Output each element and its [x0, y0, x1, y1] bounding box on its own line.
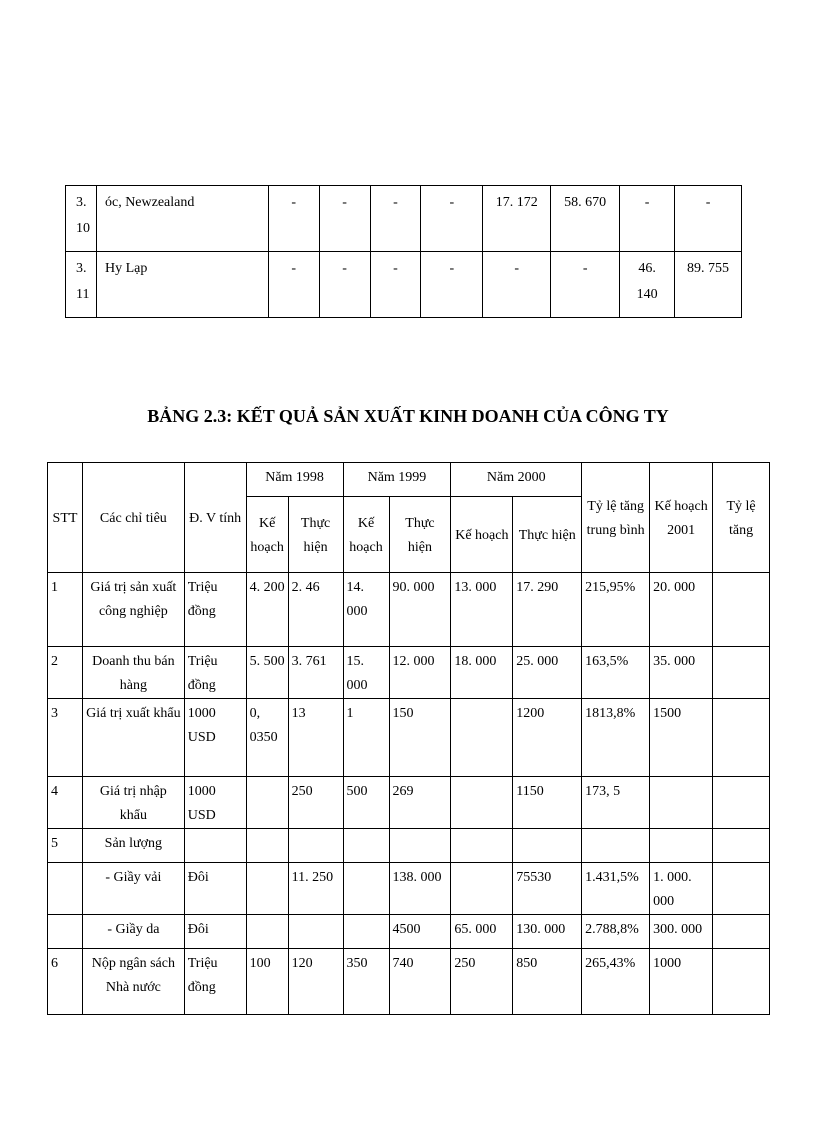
table-cell	[713, 863, 770, 915]
indicator-name: Sản lượng	[82, 829, 184, 863]
table-cell: 25. 000	[513, 647, 582, 699]
table-cell: 4500	[389, 915, 451, 949]
header-plan-2001: Kế hoạch 2001	[650, 463, 713, 573]
table-cell	[389, 829, 451, 863]
table-cell: 1813,8%	[582, 699, 650, 777]
unit-cell: Đôi	[184, 863, 246, 915]
table-cell: 500	[343, 777, 389, 829]
table-cell: 12. 000	[389, 647, 451, 699]
header-actual: Thực hiện	[389, 497, 451, 573]
table-cell: -	[675, 186, 742, 252]
table-row	[48, 863, 770, 915]
row-stt: 6	[48, 949, 83, 1015]
table-cell: 13. 000	[451, 573, 513, 647]
table-cell: 2.788,8%	[582, 915, 650, 949]
table-cell	[451, 777, 513, 829]
market-name: óc, Newzealand	[96, 186, 268, 252]
table-cell	[451, 829, 513, 863]
table-title: BẢNG 2.3: KẾT QUẢ SẢN XUẤT KINH DOANH CỦA CÔNG TY	[147, 406, 669, 426]
table-cell: 14. 000	[343, 573, 389, 647]
header-actual: Thực hiện	[288, 497, 343, 573]
table-cell	[246, 915, 288, 949]
indicator-name: - Giầy vải	[82, 863, 184, 915]
table-cell: 90. 000	[389, 573, 451, 647]
table-cell	[513, 829, 582, 863]
table-cell: 1	[343, 699, 389, 777]
table-cell: 89. 755	[675, 252, 742, 318]
table-cell: -	[551, 252, 620, 318]
table-cell: 75530	[513, 863, 582, 915]
unit-cell: 1000 USD	[184, 777, 246, 829]
table-cell: 100	[246, 949, 288, 1015]
table-cell: 35. 000	[650, 647, 713, 699]
header-avg-growth: Tỷ lệ tăng trung bình	[582, 463, 650, 573]
table-cell	[582, 829, 650, 863]
table-cell	[713, 915, 770, 949]
header-stt: STT	[48, 463, 83, 573]
indicator-name: Nộp ngân sách Nhà nước	[82, 949, 184, 1015]
table-cell	[650, 777, 713, 829]
unit-cell: 1000 USD	[184, 699, 246, 777]
table-cell: 173, 5	[582, 777, 650, 829]
table-cell: 740	[389, 949, 451, 1015]
table-cell: 20. 000	[650, 573, 713, 647]
table-cell	[246, 777, 288, 829]
table-cell: 850	[513, 949, 582, 1015]
table-row	[48, 829, 770, 863]
header-plan: Kế hoạch	[343, 497, 389, 573]
table-cell: 46. 140	[620, 252, 675, 318]
table-row	[48, 573, 770, 647]
row-stt: 1	[48, 573, 83, 647]
table-row	[48, 915, 770, 949]
table-cell	[343, 915, 389, 949]
table-cell: 138. 000	[389, 863, 451, 915]
row-stt: 5	[48, 829, 83, 863]
table-cell: -	[268, 252, 319, 318]
table-cell: 120	[288, 949, 343, 1015]
table-cell: -	[370, 186, 421, 252]
table-cell: 58. 670	[551, 186, 620, 252]
table-row	[66, 186, 742, 252]
indicator-name: Doanh thu bán hàng	[82, 647, 184, 699]
table-cell: -	[421, 252, 483, 318]
unit-cell: Triệu đồng	[184, 573, 246, 647]
table-row	[48, 949, 770, 1015]
indicator-name: Giá trị nhập khẩu	[82, 777, 184, 829]
table-cell: 13	[288, 699, 343, 777]
table-cell	[713, 573, 770, 647]
table-cell: -	[483, 252, 551, 318]
row-stt: 2	[48, 647, 83, 699]
table-cell: -	[620, 186, 675, 252]
table-cell: 17. 172	[483, 186, 551, 252]
table-cell	[451, 863, 513, 915]
table-cell: 11. 250	[288, 863, 343, 915]
header-year-1998: Năm 1998	[246, 463, 343, 497]
unit-cell: Triệu đồng	[184, 949, 246, 1015]
table-cell: -	[421, 186, 483, 252]
table-cell: 1200	[513, 699, 582, 777]
table-cell	[713, 647, 770, 699]
table-cell: 17. 290	[513, 573, 582, 647]
table-cell: 163,5%	[582, 647, 650, 699]
table-cell: 215,95%	[582, 573, 650, 647]
table-row	[48, 777, 770, 829]
table-cell	[343, 863, 389, 915]
indicator-name: - Giầy da	[82, 915, 184, 949]
table-cell	[246, 863, 288, 915]
table-cell: 250	[288, 777, 343, 829]
indicator-name: Giá trị sản xuất công nghiệp	[82, 573, 184, 647]
row-index: 3. 11	[66, 252, 97, 318]
table-cell: 0, 0350	[246, 699, 288, 777]
table-cell	[650, 829, 713, 863]
table-cell	[713, 949, 770, 1015]
table-cell: 265,43%	[582, 949, 650, 1015]
table-cell: 65. 000	[451, 915, 513, 949]
table-cell: 18. 000	[451, 647, 513, 699]
table-cell	[713, 777, 770, 829]
table-cell: -	[268, 186, 319, 252]
header-year-2000: Năm 2000	[451, 463, 582, 497]
header-unit: Đ. V tính	[184, 463, 246, 573]
row-stt: 3	[48, 699, 83, 777]
table-cell: 300. 000	[650, 915, 713, 949]
table-cell: 1.431,5%	[582, 863, 650, 915]
table-cell	[288, 915, 343, 949]
row-stt: 4	[48, 777, 83, 829]
table-cell: 130. 000	[513, 915, 582, 949]
header-actual: Thực hiện	[513, 497, 582, 573]
table-cell: 1. 000. 000	[650, 863, 713, 915]
table-cell: 1500	[650, 699, 713, 777]
business-results-table	[47, 462, 770, 1015]
unit-cell	[184, 829, 246, 863]
header-plan: Kế hoạch	[451, 497, 513, 573]
table-cell: 250	[451, 949, 513, 1015]
header-year-1999: Năm 1999	[343, 463, 451, 497]
table-cell: 5. 500	[246, 647, 288, 699]
row-stt	[48, 915, 83, 949]
unit-cell: Đôi	[184, 915, 246, 949]
export-markets-table	[65, 185, 742, 318]
table-cell	[343, 829, 389, 863]
market-name: Hy Lạp	[96, 252, 268, 318]
table-cell: -	[319, 252, 370, 318]
table-cell: 350	[343, 949, 389, 1015]
table-cell: 3. 761	[288, 647, 343, 699]
table-cell	[713, 829, 770, 863]
table-row	[66, 252, 742, 318]
table-cell: 1000	[650, 949, 713, 1015]
table-cell: 150	[389, 699, 451, 777]
table-cell	[246, 829, 288, 863]
table-cell: -	[319, 186, 370, 252]
table-row	[48, 699, 770, 777]
table-cell: 15. 000	[343, 647, 389, 699]
unit-cell: Triệu đồng	[184, 647, 246, 699]
table-cell: -	[370, 252, 421, 318]
row-index: 3. 10	[66, 186, 97, 252]
indicator-name: Giá trị xuất khẩu	[82, 699, 184, 777]
table-cell: 2. 46	[288, 573, 343, 647]
header-growth: Tỷ lệ tăng	[713, 463, 770, 573]
table-cell	[713, 699, 770, 777]
table-cell	[288, 829, 343, 863]
table-cell: 4. 200	[246, 573, 288, 647]
header-plan: Kế hoạch	[246, 497, 288, 573]
row-stt	[48, 863, 83, 915]
table-row	[48, 647, 770, 699]
table-cell: 269	[389, 777, 451, 829]
table-cell: 1150	[513, 777, 582, 829]
table-cell	[451, 699, 513, 777]
header-indicator: Các chỉ tiêu	[82, 463, 184, 573]
